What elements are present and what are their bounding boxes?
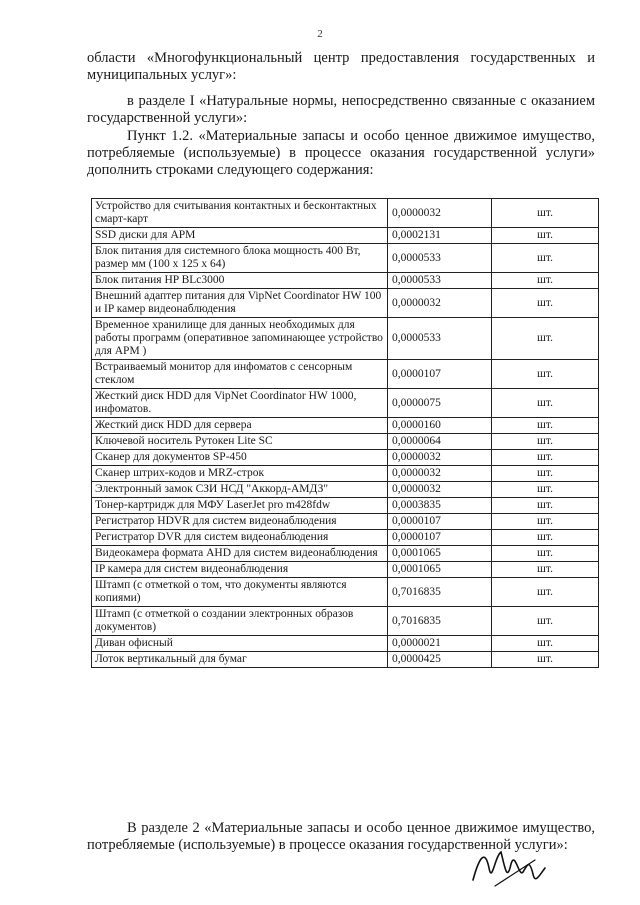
item-name-cell: Ключевой носитель Рутокен Lite SC bbox=[92, 434, 388, 450]
paragraph-item-1-2: Пункт 1.2. «Материальные запасы и особо ценное движимое имущество, потребляемые (используемые) в процессе оказания государственной услуги» дополнить строками следующего содержания: bbox=[87, 128, 595, 178]
item-quantity-cell: 0,0002131 bbox=[388, 228, 492, 244]
item-unit-cell: шт. bbox=[492, 318, 599, 360]
item-unit-cell: шт. bbox=[492, 562, 599, 578]
item-unit-cell: шт. bbox=[492, 636, 599, 652]
table-row bbox=[92, 434, 599, 450]
item-name-cell: Сканер штрих-кодов и MRZ-строк bbox=[92, 466, 388, 482]
item-name-cell: Блок питания HP BLc3000 bbox=[92, 273, 388, 289]
item-quantity-cell: 0,7016835 bbox=[388, 607, 492, 636]
item-unit-cell: шт. bbox=[492, 530, 599, 546]
table-row bbox=[92, 228, 599, 244]
table-row bbox=[92, 546, 599, 562]
item-unit-cell: шт. bbox=[492, 652, 599, 668]
table-row bbox=[92, 466, 599, 482]
page-number: 2 bbox=[317, 28, 323, 40]
item-quantity-cell: 0,0001065 bbox=[388, 546, 492, 562]
item-quantity-cell: 0,0000107 bbox=[388, 360, 492, 389]
table-row bbox=[92, 244, 599, 273]
item-name-cell: Блок питания для системного блока мощность 400 Вт, размер мм (100 x 125 x 64) bbox=[92, 244, 388, 273]
item-name-cell: Электронный замок СЗИ НСД "Аккорд-АМДЗ" bbox=[92, 482, 388, 498]
item-quantity-cell: 0,0000032 bbox=[388, 199, 492, 228]
item-name-cell: Видеокамера формата АНD для систем видеонаблюдения bbox=[92, 546, 388, 562]
item-unit-cell: шт. bbox=[492, 498, 599, 514]
table-row bbox=[92, 652, 599, 668]
item-unit-cell: шт. bbox=[492, 434, 599, 450]
item-name-cell: Устройство для считывания контактных и бесконтактных смарт-карт bbox=[92, 199, 388, 228]
table-row bbox=[92, 389, 599, 418]
table-row bbox=[92, 530, 599, 546]
item-unit-cell: шт. bbox=[492, 273, 599, 289]
item-name-cell: Жесткий диск HDD для сервера bbox=[92, 418, 388, 434]
item-name-cell: Временное хранилище для данных необходимых для работы программ (оперативное запоминающее устройство для АРМ ) bbox=[92, 318, 388, 360]
item-quantity-cell: 0,0000021 bbox=[388, 636, 492, 652]
item-quantity-cell: 0,0000107 bbox=[388, 530, 492, 546]
materials-table-body bbox=[92, 199, 599, 668]
table-row bbox=[92, 498, 599, 514]
item-quantity-cell: 0,0000032 bbox=[388, 466, 492, 482]
paragraph-intro: области «Многофункциональный центр предоставления государственных и муниципальных услуг»: bbox=[87, 50, 595, 83]
item-quantity-cell: 0,0000107 bbox=[388, 514, 492, 530]
table-row bbox=[92, 360, 599, 389]
item-unit-cell: шт. bbox=[492, 244, 599, 273]
item-name-cell: Лоток вертикальный для бумаг bbox=[92, 652, 388, 668]
item-quantity-cell: 0,0001065 bbox=[388, 562, 492, 578]
table-row bbox=[92, 273, 599, 289]
item-quantity-cell: 0,0000425 bbox=[388, 652, 492, 668]
item-name-cell: Регистратор DVR для систем видеонаблюдения bbox=[92, 530, 388, 546]
item-unit-cell: шт. bbox=[492, 607, 599, 636]
item-quantity-cell: 0,0003835 bbox=[388, 498, 492, 514]
item-quantity-cell: 0,7016835 bbox=[388, 578, 492, 607]
item-name-cell: Регистратор HDVR для систем видеонаблюдения bbox=[92, 514, 388, 530]
item-unit-cell: шт. bbox=[492, 466, 599, 482]
item-quantity-cell: 0,0000032 bbox=[388, 450, 492, 466]
materials-table bbox=[91, 198, 599, 668]
item-unit-cell: шт. bbox=[492, 514, 599, 530]
table-row bbox=[92, 514, 599, 530]
paragraph-section-2: В разделе 2 «Материальные запасы и особо ценное движимое имущество, потребляемые (используемые) в процессе оказания государственной услуги»: bbox=[87, 820, 595, 853]
item-unit-cell: шт. bbox=[492, 199, 599, 228]
item-unit-cell: шт. bbox=[492, 450, 599, 466]
item-quantity-cell: 0,0000533 bbox=[388, 318, 492, 360]
item-unit-cell: шт. bbox=[492, 360, 599, 389]
item-quantity-cell: 0,0000032 bbox=[388, 482, 492, 498]
item-quantity-cell: 0,0000533 bbox=[388, 273, 492, 289]
item-name-cell: Диван офисный bbox=[92, 636, 388, 652]
handwritten-signature bbox=[465, 838, 555, 898]
item-name-cell: Штамп (с отметкой о создании электронных образов документов) bbox=[92, 607, 388, 636]
table-row bbox=[92, 607, 599, 636]
table-row bbox=[92, 318, 599, 360]
item-name-cell: Штамп (с отметкой о том, что документы являются копиями) bbox=[92, 578, 388, 607]
item-unit-cell: шт. bbox=[492, 578, 599, 607]
table-row bbox=[92, 418, 599, 434]
item-name-cell: Тонер-картридж для МФУ LaserJet pro m428fdw bbox=[92, 498, 388, 514]
item-name-cell: Встраиваемый монитор для инфоматов с сенсорным стеклом bbox=[92, 360, 388, 389]
paragraph-section-1: в разделе I «Натуральные нормы, непосредственно связанные с оказанием государственной услуги»: bbox=[87, 93, 595, 126]
item-unit-cell: шт. bbox=[492, 482, 599, 498]
item-unit-cell: шт. bbox=[492, 228, 599, 244]
item-quantity-cell: 0,0000533 bbox=[388, 244, 492, 273]
item-unit-cell: шт. bbox=[492, 289, 599, 318]
item-name-cell: Внешний адаптер питания для VipNet Coordinator HW 100 и IP камер видеонаблюдения bbox=[92, 289, 388, 318]
item-name-cell: Сканер для документов SP-450 bbox=[92, 450, 388, 466]
item-quantity-cell: 0,0000064 bbox=[388, 434, 492, 450]
table-row bbox=[92, 199, 599, 228]
table-row bbox=[92, 450, 599, 466]
item-quantity-cell: 0,0000075 bbox=[388, 389, 492, 418]
table-row bbox=[92, 578, 599, 607]
table-row bbox=[92, 482, 599, 498]
table-row bbox=[92, 289, 599, 318]
item-unit-cell: шт. bbox=[492, 389, 599, 418]
item-unit-cell: шт. bbox=[492, 546, 599, 562]
table-row bbox=[92, 562, 599, 578]
item-quantity-cell: 0,0000160 bbox=[388, 418, 492, 434]
item-name-cell: Жесткий диск HDD для VipNet Coordinator HW 1000, инфоматов. bbox=[92, 389, 388, 418]
item-quantity-cell: 0,0000032 bbox=[388, 289, 492, 318]
item-unit-cell: шт. bbox=[492, 418, 599, 434]
item-name-cell: IP камера для систем видеонаблюдения bbox=[92, 562, 388, 578]
table-row bbox=[92, 636, 599, 652]
item-name-cell: SSD диски для АРМ bbox=[92, 228, 388, 244]
